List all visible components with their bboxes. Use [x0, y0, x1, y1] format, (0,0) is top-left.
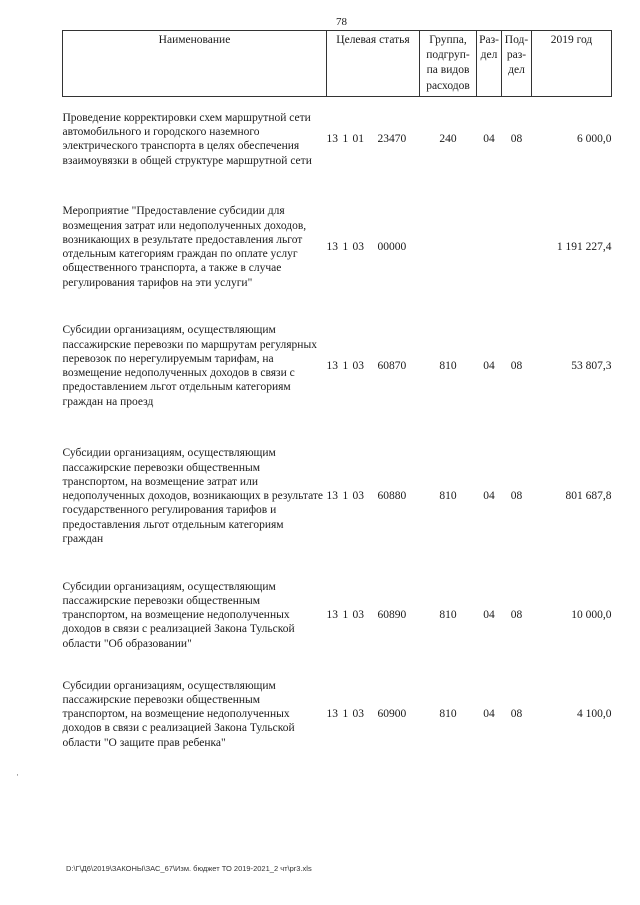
scan-mark: ·: [16, 770, 19, 780]
row-section: 04: [483, 708, 495, 721]
header-group: Группа, подгруп-па видов расходов: [420, 31, 477, 97]
row-target-code: [327, 194, 420, 300]
code-subprogram: 1: [342, 133, 349, 146]
row-group: 810: [439, 360, 457, 373]
row-spacer: [63, 300, 612, 310]
code-event: 03: [352, 490, 364, 503]
row-target-code: [327, 432, 420, 560]
row-section: 04: [483, 490, 495, 503]
row-amount: 6 000,0: [577, 133, 612, 146]
row-name: Субсидии организациям, осуществляющим пассажирские перевозки общественным транспортом, на возмещение затрат или недополученных доходов, возникающих в результате государственного регулирования тарифов и предоставления льгот отдельным категориям граждан: [62, 447, 324, 545]
table-row: [63, 310, 612, 422]
row-subsection: 08: [510, 133, 523, 146]
code-program: 13: [326, 241, 338, 254]
table-header-row: [63, 31, 612, 97]
header-year: 2019 год: [532, 31, 612, 97]
row-subsection: 08: [510, 609, 523, 622]
row-amount: 53 807,3: [571, 360, 612, 373]
code-direction: 60880: [377, 490, 407, 503]
row-group: [420, 194, 477, 300]
row-name: Мероприятие "Предоставление субсидии для возмещения затрат или недополученных доходов, возникающих в результате предоставления льгот отдельным категориям граждан по оплате услуг общественного транспорта, а также в случае регулирования тарифов на эти услуги": [62, 205, 307, 289]
code-program: 13: [326, 609, 338, 622]
row-spacer: [63, 660, 612, 670]
row-section: 04: [483, 133, 495, 146]
row-amount: 801 687,8: [565, 490, 612, 503]
code-subprogram: 1: [342, 490, 349, 503]
row-name: Субсидии организациям, осуществляющим пассажирские перевозки общественным транспортом, на возмещение недополученных доходов в связи с реализацией Закона Тульской области "Об образовании": [62, 580, 295, 650]
row-section: 04: [483, 360, 495, 373]
file-path-footer: D:\Г\Д6\2019\ЗАКОНЫ\ЗАС_67\Изм. бюджет ТО 2019-2021_2 чт\pr3.xls: [66, 864, 312, 873]
code-program: 13: [326, 490, 338, 503]
code-event: 03: [352, 609, 364, 622]
table-row: [63, 670, 612, 758]
row-target-code: [327, 310, 420, 422]
table-row: [63, 570, 612, 660]
header-section: Раз-дел: [477, 31, 502, 97]
code-direction: 23470: [377, 133, 407, 146]
code-event: 03: [352, 708, 364, 721]
row-target-code: [327, 670, 420, 758]
header-subsection: Под-раз-дел: [502, 31, 532, 97]
page-number: 78: [336, 16, 347, 28]
row-group: 810: [439, 609, 457, 622]
table-row: [63, 96, 612, 182]
code-direction: 60900: [377, 708, 407, 721]
row-name: Субсидии организациям, осуществляющим пассажирские перевозки общественным транспортом, на возмещение недополученных доходов в связи с реализацией Закона Тульской области "О защите прав ребенка": [62, 679, 295, 749]
row-target-code: [327, 96, 420, 182]
row-spacer: [63, 182, 612, 194]
code-subprogram: 1: [342, 708, 349, 721]
code-event: 03: [352, 241, 364, 254]
header-name: Наименование: [63, 31, 327, 97]
code-program: 13: [326, 708, 338, 721]
row-spacer: [63, 422, 612, 432]
code-subprogram: 1: [342, 241, 349, 254]
row-amount: 4 100,0: [577, 708, 612, 721]
row-group: 810: [439, 490, 457, 503]
row-spacer: [63, 560, 612, 570]
code-program: 13: [326, 360, 338, 373]
row-subsection: [502, 194, 532, 300]
code-subprogram: 1: [342, 360, 349, 373]
row-subsection: 08: [510, 708, 523, 721]
table-row: [63, 194, 612, 300]
code-subprogram: 1: [342, 609, 349, 622]
code-direction: 60870: [377, 360, 407, 373]
row-section: 04: [483, 609, 495, 622]
table-row: [63, 432, 612, 560]
row-subsection: 08: [510, 490, 523, 503]
row-group: 810: [439, 708, 457, 721]
row-name: Проведение корректировки схем маршрутной сети автомобильного и городского наземного электрического транспорта в целях обеспечения взаимоувязки в общей структуре маршрутной сети: [62, 111, 312, 167]
code-direction: 00000: [377, 241, 407, 254]
row-subsection: 08: [510, 360, 523, 373]
row-amount: 1 191 227,4: [556, 241, 612, 254]
row-section: [477, 194, 502, 300]
code-event: 01: [352, 133, 364, 146]
row-target-code: [327, 570, 420, 660]
code-program: 13: [326, 133, 338, 146]
row-amount: 10 000,0: [571, 609, 612, 622]
budget-table: [62, 30, 612, 758]
row-name: Субсидии организациям, осуществляющим пассажирские перевозки по маршрутам регулярных перевозок по нерегулируемым тарифам, на возмещение недополученных доходов в связи с предоставлением льгот отдельным категориям граждан на проезд: [62, 324, 317, 408]
code-direction: 60890: [377, 609, 407, 622]
row-group: 240: [439, 133, 457, 146]
code-event: 03: [352, 360, 364, 373]
header-target: Целевая статья: [327, 31, 420, 97]
